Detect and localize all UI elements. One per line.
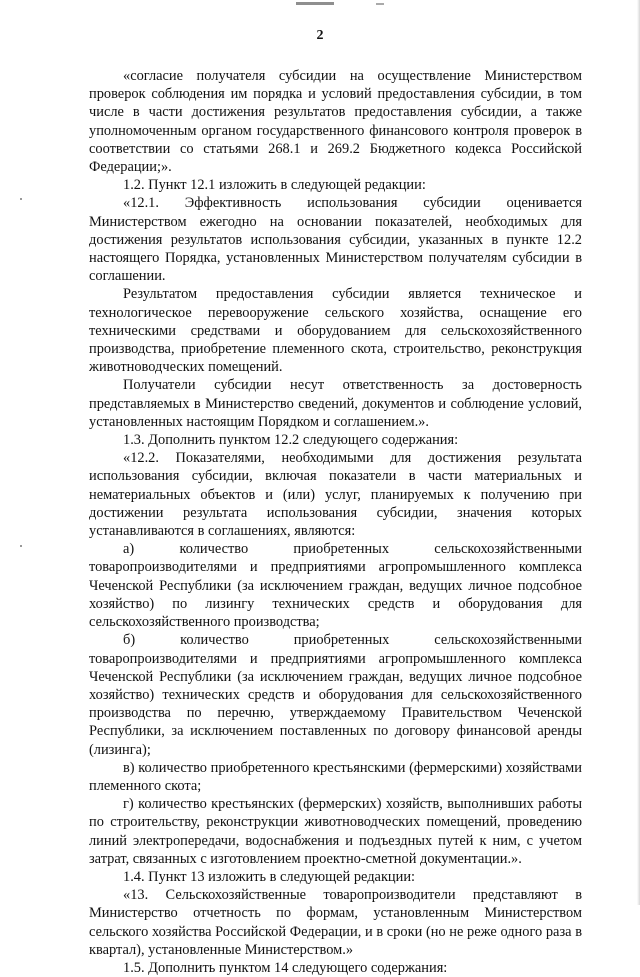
- paragraph: «согласие получателя субсидии на осуществление Министерством проверок соблюдения им порядка и условий предоставления субсидии, в том числе в части достижения результатов предоставления субсидии, а также уполномоченным органом государственного финансового контроля проверок в соответствии со статьями 268.1 и 269.2 Бюджетного кодекса Российской Федерации;».: [89, 68, 582, 176]
- paragraph: 1.5. Дополнить пунктом 14 следующего содержания:: [123, 959, 448, 976]
- scan-artifact: [376, 3, 384, 5]
- paragraph: Результатом предоставления субсидии является техническое и технологическое перевооружение сельского хозяйства, оснащение его техническими средствами и оборудованием для сельскохозяйственного производства, приобретение племенного скота, строительство, реконструкция животноводческих помещений.: [89, 286, 582, 376]
- paragraph: 1.3. Дополнить пунктом 12.2 следующего содержания:: [123, 432, 459, 449]
- document-body: [89, 67, 582, 977]
- list-item: а) количество приобретенных сельскохозяйственными товаропроизводителями и предприятиями агропромышленного комплекса Чеченской Республики (за исключением граждан, ведущих личное подсобное хозяйство) по лизингу технических средств и оборудования для сельскохозяйственного производства;: [89, 541, 582, 631]
- paragraph: «13. Сельскохозяйственные товаропроизводители представляют в Министерство отчетность по формам, установленным Министерством сельского хозяйства Российской Федерации, и в сроки (но не реже одного раза в квартал), установленные Министерством.»: [89, 887, 582, 958]
- paragraph: «12.2. Показателями, необходимыми для достижения результата использования субсидии, включая показатели в части материальных и нематериальных объектов и (или) услуг, планируемых к получению при достижении результата использования субсидии, значения которых устанавливаются в соглашениях, являются:: [89, 450, 582, 540]
- list-item: в) количество приобретенного крестьянскими (фермерскими) хозяйствами племенного скота;: [89, 759, 582, 794]
- scan-artifact: [296, 2, 334, 5]
- list-item: б) количество приобретенных сельскохозяйственными товаропроизводителями и предприятиями агропромышленного комплекса Чеченской Республики (за исключением граждан, ведущих личное подсобное хозяйство) технических средств и оборудования для сельскохозяйственного производства по перечню, утверждаемому Правительством Чеченской Республики, за исключением поставленных по договору финансовой аренды (лизинга);: [89, 632, 582, 758]
- list-item: г) количество крестьянских (фермерских) хозяйств, выполнивших работы по строительству, реконструкции животноводческих помещений, проведению линий электропередачи, водоснабжения и подъездных путей к ним, с учетом затрат, связанных с изготовлением проектно-сметной документации.».: [89, 796, 582, 867]
- paragraph: 1.2. Пункт 12.1 изложить в следующей редакции:: [123, 177, 426, 194]
- scan-speck: [20, 545, 22, 547]
- paragraph: Получатели субсидии несут ответственность за достоверность представляемых в Министерство сведений, документов и соблюдение условий, установленных настоящим Порядком и соглашением.».: [89, 377, 582, 430]
- paragraph: 1.4. Пункт 13 изложить в следующей редакции:: [123, 868, 416, 885]
- paragraph: «12.1. Эффективность использования субсидии оценивается Министерством ежегодно на основании показателей, необходимых для достижения результатов использования субсидии, указанных в пункте 12.2 настоящего Порядка, установленных Министерством получателям субсидии в соглашении.: [89, 195, 582, 285]
- page-number: 2: [316, 28, 324, 43]
- scan-speck: [20, 198, 22, 200]
